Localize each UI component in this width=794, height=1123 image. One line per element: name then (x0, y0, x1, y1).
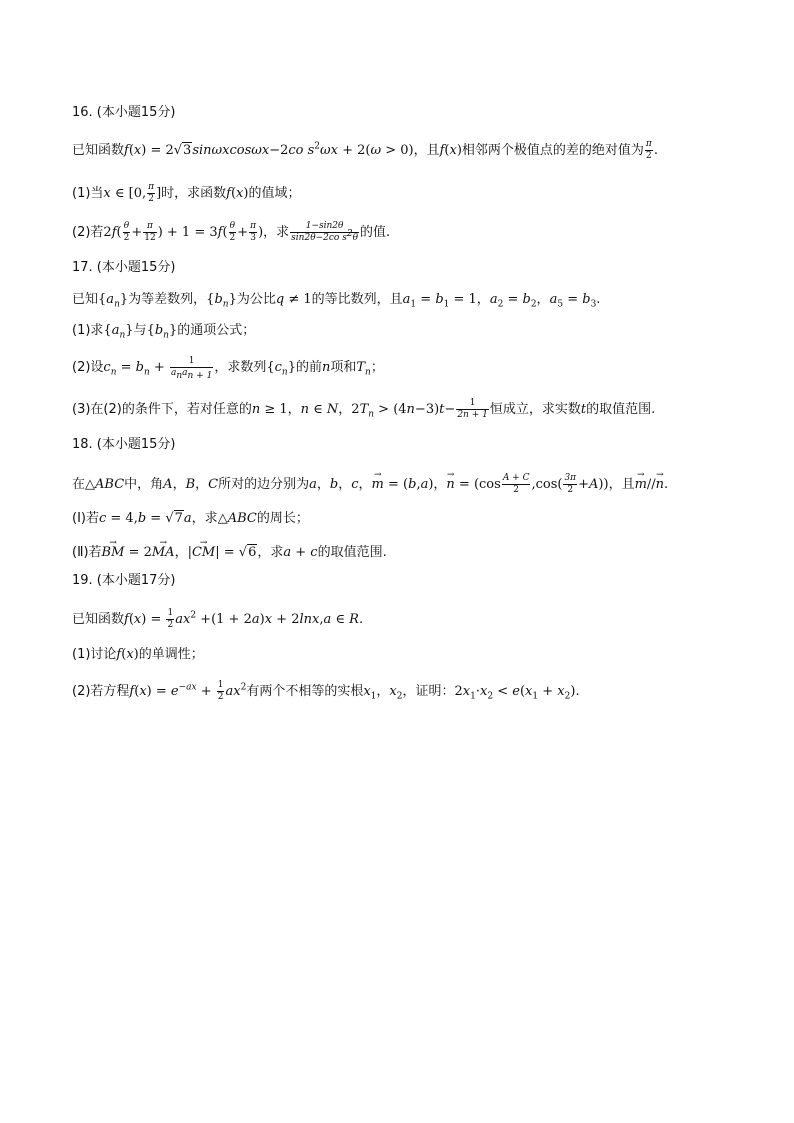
q16-part2: (2)若2f( $\frac{\theta}{2}$ + $\frac{\pi}{12}$ ) + 1 = 3f( $\frac{\theta}{2}$ + $\frac{\pi}{3}$ )，求 $\frac{1-\sin 2\theta}{\sin 2\theta-2co s^2\theta}$ 的值. (72, 221, 391, 243)
q18-heading: 18. (本小题15分) (72, 437, 176, 452)
q16-part1: (1)当x ∈ [0, $\frac{\pi}{2}$ ]时，求函数f(x)的值域； (72, 182, 301, 204)
q16-stem: 已知函数f(x) = 2√3sinωxcosωx−2co $s^2\omega x + 2(\omega > 0)$，且f(x)相邻两个极值点的差的绝对值为 $\frac{\pi}{2}$ . (72, 139, 658, 161)
q16-heading: 16. (本小题15分) (72, 105, 176, 120)
q17-heading: 17. (本小题15分) (72, 260, 176, 275)
q17-stem: 已知$\{a_n\}$为等差数列，$\{b_n\}$为公比q ≠ 1的等比数列，且$a_1 = b_1 = 1$，$a_2 = b_2$，$a_5 = b_3$. (72, 292, 601, 310)
q17-part2: (2)设$c_n = b_n$ + $\frac{1}{a_na_{n + 1}}$ ，求数列$\{c_n\}$的前n项和$T_n$； (72, 356, 384, 381)
q19-heading: 19. (本小题17分) (72, 573, 176, 588)
q18-stem: 在△ABC中，角A，B，C所对的边分别为a，b，c，→ m = (b,a)，→ n = (cos $\frac{A + C}{2}$ ,cos( $\frac{3\pi}{2}$ +A))，且→ m//→ n. (72, 472, 668, 495)
q17-part3: (3)在(2)的条件下，若对任意的n ≥ 1，n ∈ N，$2T_n > (4n-3)t-$ $\frac{1}{2n + 1}$ 恒成立，求实数t的取值范围. (72, 398, 656, 420)
q18-part2: (Ⅱ)若→ BM = 2→ MA，|→ CM| = √6，求a + c的取值范围. (72, 540, 387, 562)
q19-stem: 已知函数f(x) = $\frac{1}{2}$ $ax^2 +(1 + 2a)x + 2\ln x,a$ ∈ R. (72, 608, 364, 630)
q18-part1: (Ⅰ)若c = 4,b = √7a，求△ABC的周长； (72, 511, 309, 526)
q17-part1: (1)求$\{a_n\}$与$\{b_n\}$的通项公式； (72, 323, 256, 341)
q19-part2: (2)若方程$f(x) = e^{-ax}$ + $\frac{1}{2}$ $ax^2$有两个不相等的实根$x_1$，$x_2$，证明：$2x_1\cdot x_2 < e(x_1 + x_2)$. (72, 680, 580, 702)
q19-part1: (1)讨论f(x)的单调性； (72, 647, 204, 662)
